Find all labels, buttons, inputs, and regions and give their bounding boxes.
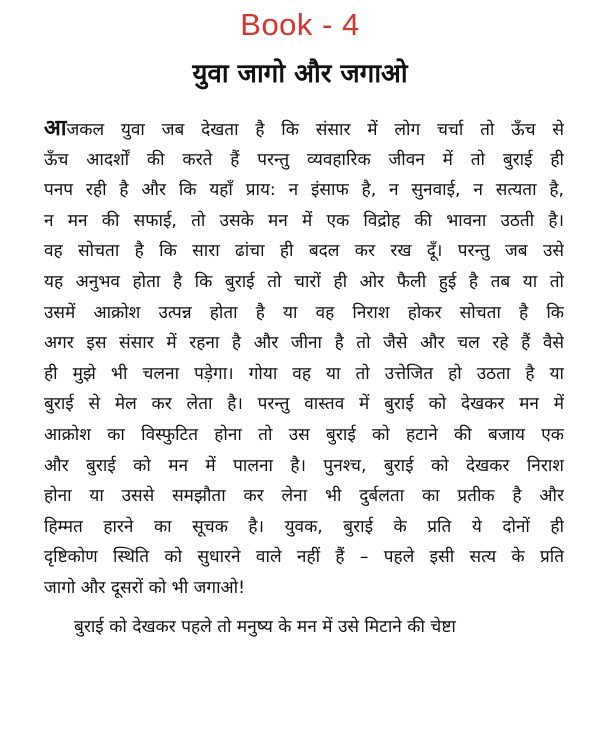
text-line: होना या उससे समझौता कर लेना भी दुर्बलता का प्रतीक है और [44, 486, 564, 507]
text-line: जागो और दूसरों को भी जगाओ! [44, 577, 246, 598]
chapter-title: युवा जागो और जगाओ [192, 59, 408, 89]
book-label: Book - 4 [240, 7, 360, 42]
text-line: दृष्टिकोण स्थिति को सुधारने वाले नहीं हैं – पहले इसी सत्य के प्रति [44, 547, 564, 568]
text-line: वह सोचता है कि सारा ढांचा ही बदल कर रख दूँ। परन्तु जब उसे [44, 241, 564, 262]
drop-cap: आ [44, 116, 67, 141]
paragraph-spacer [44, 604, 564, 612]
text-line: बुराई से मेल कर लेता है। परन्तु वास्तव में बुराई को देखकर मन में [44, 394, 564, 415]
body-text [44, 114, 564, 642]
text-line: ही मुझे भी चलना पड़ेगा। गोया वह या तो उत्तेजित हो उठता है या [44, 363, 564, 384]
text-line [44, 114, 564, 145]
text-line: अगर इस संसार में रहना है और जीना है तो जैसे और चल रहे हैं वैसे [44, 333, 564, 354]
text-line: पनप रही है और कि यहाँ प्राय: न इंसाफ है, न सुनवाई, न सत्यता है, [44, 180, 564, 201]
text-line: उसमें आक्रोश उत्पन्न होता है या वह निराश होकर सोचता है कि [44, 302, 564, 323]
text-line: और बुराई को मन में पालना है। पुनश्च, बुराई को देखकर निराश [44, 455, 564, 476]
text-line-content: जकल युवा जब देखता है कि संसार में लोग चर्चा तो ऊँच से [66, 120, 564, 140]
paragraph-1 [44, 114, 564, 604]
text-line: ऊँच आदर्शों की करते हैं परन्तु व्यवहारिक जीवन में तो बुराई ही [44, 149, 564, 170]
text-line: आक्रोश का विस्फुटित होना तो उस बुराई को हटाने की बजाय एक [44, 424, 564, 445]
text-line: न मन की सफाई, तो उसके मन में एक विद्रोह की भावना उठती है। [44, 210, 564, 231]
paragraph-2 [44, 612, 564, 643]
text-line: हिम्मत हारने का सूचक है। युवक, बुराई के प्रति ये दोनों ही [44, 516, 564, 537]
text-line: बुराई को देखकर पहले तो मनुष्य के मन में उसे मिटाने की चेष्टा [74, 616, 456, 637]
text-line: यह अनुभव होता है कि बुराई तो चारों ही ओर फैली हुई है तब या तो [44, 271, 564, 292]
